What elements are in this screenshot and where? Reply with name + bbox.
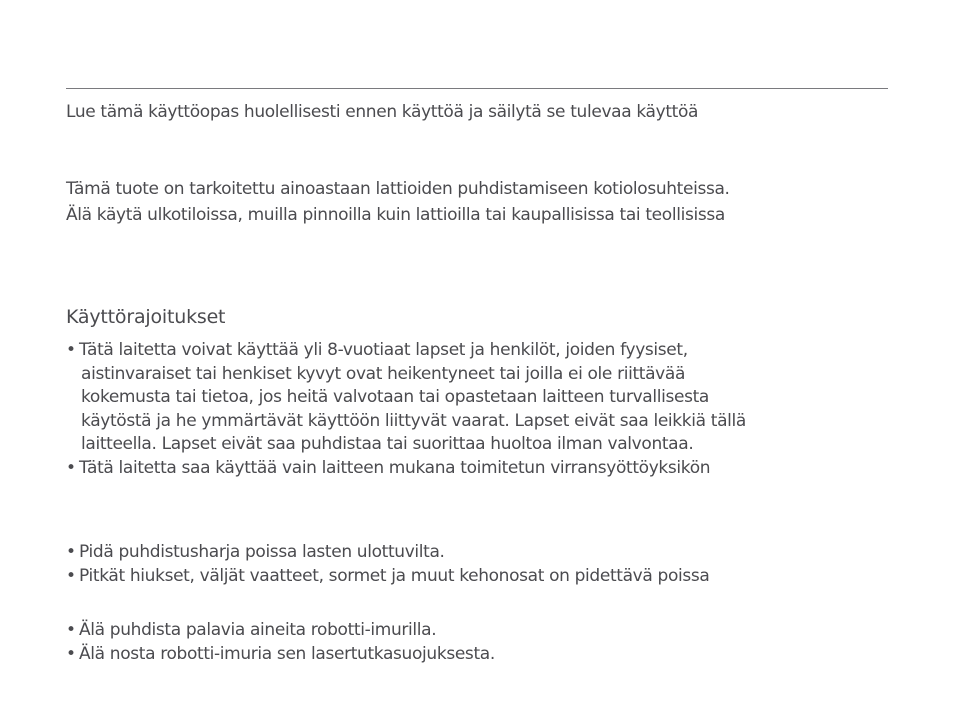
warning-item-4 (66, 643, 495, 667)
line-text: Pidä puhdistusharja poissa lasten ulottuvilta. (79, 542, 445, 562)
bullet-icon: • (66, 565, 76, 586)
bullet-icon: • (66, 457, 76, 478)
restriction-item-1-line-5: laitteella. Lapset eivät saa puhdistaa tai suorittaa huoltoa ilman valvontaa. (81, 434, 694, 455)
restriction-item-2 (66, 457, 746, 481)
bullet-icon: • (66, 340, 76, 360)
line-text: Tätä laitetta saa käyttää vain laitteen mukana toimitetun virransyöttöyksikön (79, 457, 711, 478)
line-text: Tätä laitetta voivat käyttää yli 8-vuotiaat lapset ja henkilöt, joiden fyysiset, (79, 340, 688, 360)
purpose-line-2: Älä käytä ulkotiloissa, muilla pinnoilla kuin lattioilla tai kaupallisissa tai teollisissa (66, 205, 725, 225)
bullet-icon: • (66, 542, 76, 562)
section-heading: Käyttörajoitukset (66, 306, 226, 328)
warning-item-3 (66, 619, 495, 643)
warning-group-2 (66, 619, 495, 666)
line-text: Pitkät hiukset, väljät vaatteet, sormet ja muut kehonosat on pidettävä poissa (79, 565, 710, 586)
restriction-item-1-line-4: käytöstä ja he ymmärtävät käyttöön liittyvät vaarat. Lapset eivät saa leikkiä tällä (81, 410, 746, 431)
line-text: Älä nosta robotti-imuria sen lasertutkasuojuksesta. (79, 643, 495, 664)
warning-item-2 (66, 565, 709, 589)
restriction-item-1-line-1 (66, 339, 746, 363)
intro-text: Lue tämä käyttöopas huolellisesti ennen käyttöä ja säilytä se tulevaa käyttöä (66, 102, 699, 122)
top-divider (66, 88, 888, 89)
restriction-item-1 (66, 339, 746, 481)
bullet-icon: • (66, 643, 76, 664)
line-text: Älä puhdista palavia aineita robotti-imurilla. (79, 620, 437, 640)
warning-group-1 (66, 541, 709, 588)
warning-item-1 (66, 541, 709, 565)
bullet-icon: • (66, 620, 76, 640)
restriction-item-1-line-3: kokemusta tai tietoa, jos heitä valvotaan tai opastetaan laitteen turvallisesta (81, 387, 709, 408)
restriction-item-1-line-2: aistinvaraiset tai henkiset kyvyt ovat heikentyneet tai joilla ei ole riittävää (81, 363, 686, 384)
purpose-line-1: Tämä tuote on tarkoitettu ainoastaan lattioiden puhdistamiseen kotiolosuhteissa. (66, 179, 730, 199)
